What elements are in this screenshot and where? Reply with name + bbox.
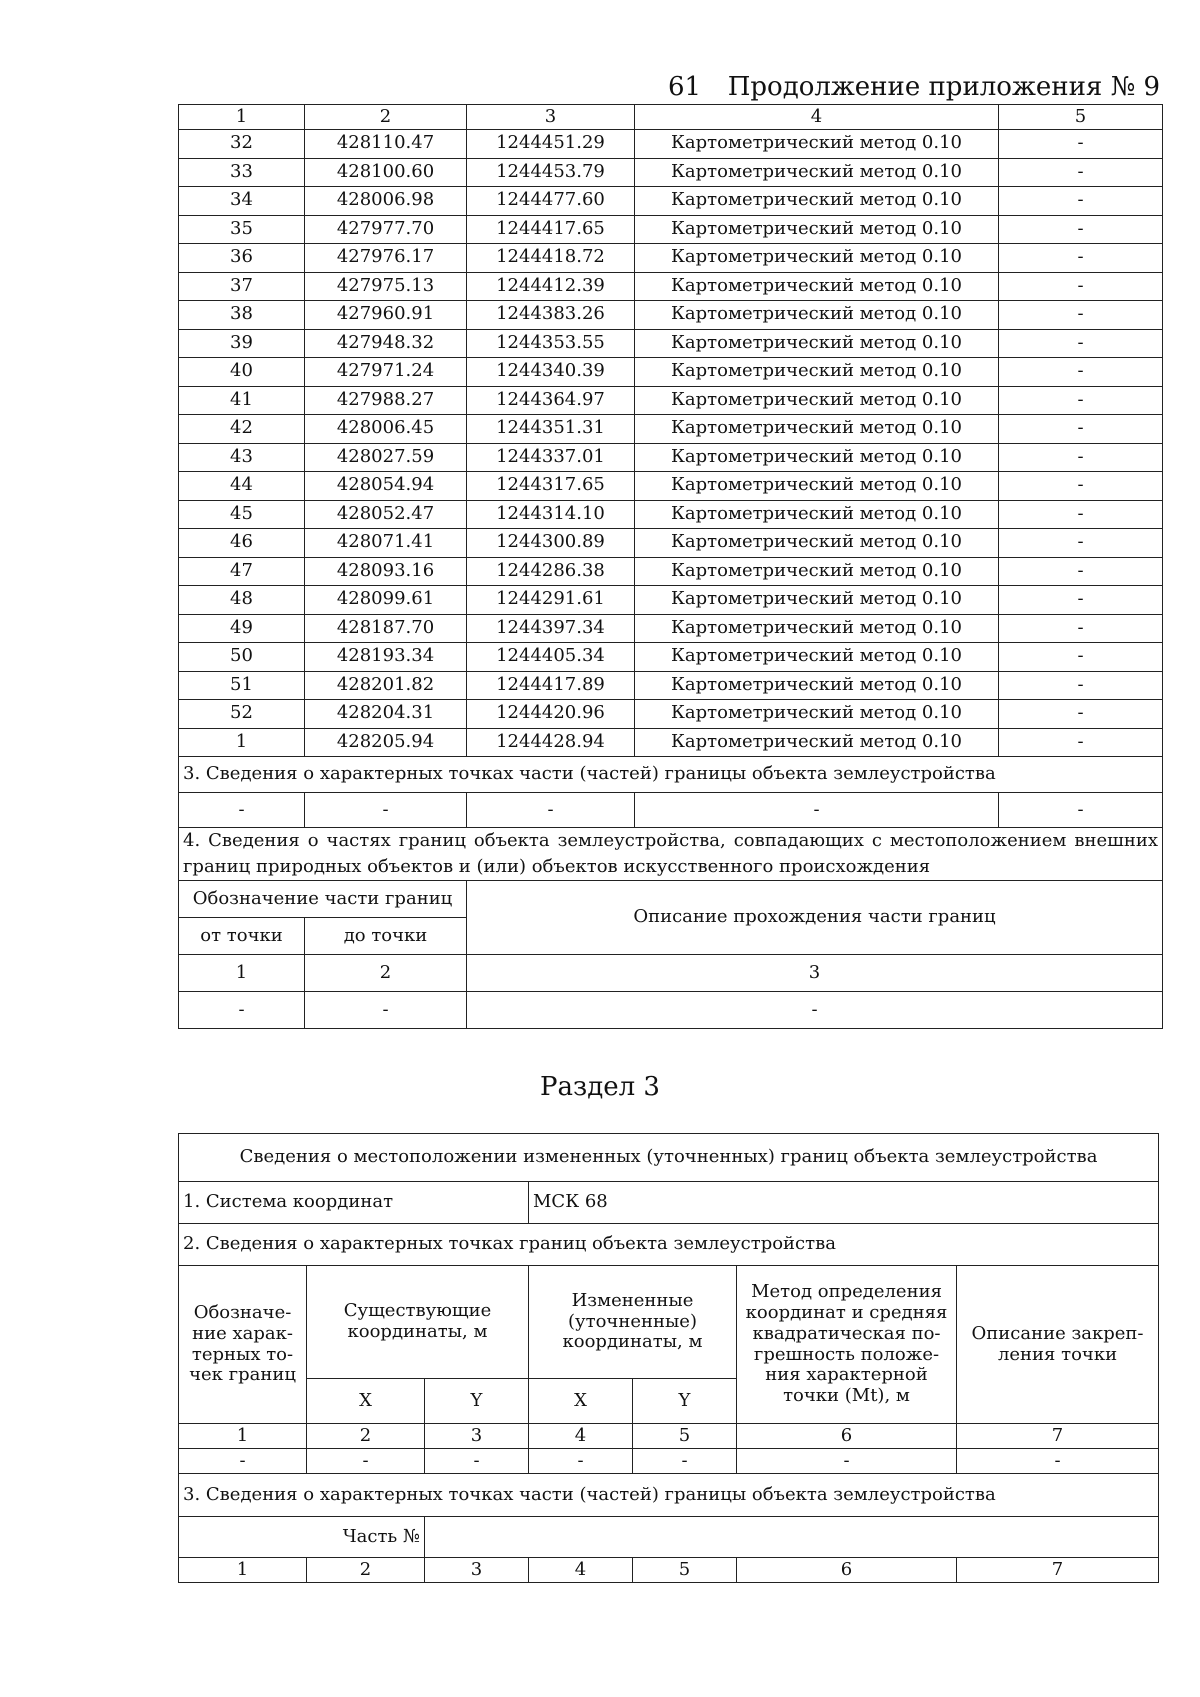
- x-coordinate: 428093.16: [305, 557, 467, 586]
- fixing-description: -: [999, 215, 1163, 244]
- boundary-points-table: [178, 104, 1163, 1029]
- table-row: [179, 415, 1163, 444]
- cell: -: [179, 793, 305, 828]
- x-coordinate: 427975.13: [305, 272, 467, 301]
- y-coordinate: 1244286.38: [467, 557, 635, 586]
- method: Картометрический метод 0.10: [635, 158, 999, 187]
- cell: -: [529, 1449, 633, 1474]
- y-coordinate: 1244417.89: [467, 671, 635, 700]
- fixing-description: -: [999, 415, 1163, 444]
- part-number-row: [179, 1558, 1159, 1583]
- y-coordinate: 1244418.72: [467, 244, 635, 273]
- col-number: 2: [307, 1558, 425, 1583]
- x-coordinate: 428187.70: [305, 614, 467, 643]
- method: Картометрический метод 0.10: [635, 187, 999, 216]
- col-number: 7: [957, 1424, 1159, 1449]
- method: Картометрический метод 0.10: [635, 614, 999, 643]
- table-row: [179, 386, 1163, 415]
- method: Картометрический метод 0.10: [635, 443, 999, 472]
- section-4-title-row: [179, 828, 1163, 881]
- col-number: 5: [999, 105, 1163, 130]
- y-coordinate: 1244428.94: [467, 728, 635, 757]
- table-row: [179, 700, 1163, 729]
- col-number: 3: [467, 105, 635, 130]
- cell: -: [999, 793, 1163, 828]
- method: Картометрический метод 0.10: [635, 500, 999, 529]
- table-row: [179, 643, 1163, 672]
- column-number-row: [179, 1424, 1159, 1449]
- method: Картометрический метод 0.10: [635, 557, 999, 586]
- fixing-description: -: [999, 529, 1163, 558]
- x-coordinate: 427977.70: [305, 215, 467, 244]
- points-title: 2. Сведения о характерных точках границ объекта землеустройства: [179, 1224, 1159, 1266]
- x-coordinate: 427960.91: [305, 301, 467, 330]
- table-row: [179, 443, 1163, 472]
- section-heading: Раздел 3: [540, 1072, 660, 1102]
- section-4-number-row: [179, 955, 1163, 992]
- cell: -: [305, 992, 467, 1029]
- x-coordinate: 428100.60: [305, 158, 467, 187]
- column-header-row: [179, 1266, 1159, 1379]
- fixing-description: -: [999, 472, 1163, 501]
- y-coordinate: 1244453.79: [467, 158, 635, 187]
- method: Картометрический метод 0.10: [635, 586, 999, 615]
- method: Картометрический метод 0.10: [635, 272, 999, 301]
- x-header: X: [529, 1379, 633, 1424]
- cell: -: [633, 1449, 737, 1474]
- point-number: 45: [179, 500, 305, 529]
- col-number: 2: [307, 1424, 425, 1449]
- method: Картометрический метод 0.10: [635, 671, 999, 700]
- fixing-description: -: [999, 130, 1163, 159]
- cell: -: [467, 793, 635, 828]
- cell: -: [179, 1449, 307, 1474]
- table-row: [179, 301, 1163, 330]
- col-number: 3: [425, 1424, 529, 1449]
- table-row: [179, 244, 1163, 273]
- y-header: Y: [425, 1379, 529, 1424]
- section-3-values-row: [179, 793, 1163, 828]
- cell: -: [635, 793, 999, 828]
- x-coordinate: 428204.31: [305, 700, 467, 729]
- point-number: 44: [179, 472, 305, 501]
- y-coordinate: 1244337.01: [467, 443, 635, 472]
- y-coordinate: 1244477.60: [467, 187, 635, 216]
- part-value: [425, 1517, 1159, 1558]
- col-number: 2: [305, 105, 467, 130]
- section-3-title: 3. Сведения о характерных точках части (частей) границы объекта землеустройства: [179, 757, 1163, 793]
- table-row: [179, 272, 1163, 301]
- y-coordinate: 1244412.39: [467, 272, 635, 301]
- fixing-description: -: [999, 272, 1163, 301]
- table-row: [179, 358, 1163, 387]
- table-row: [179, 158, 1163, 187]
- table-title-row: [179, 1134, 1159, 1182]
- method: Картометрический метод 0.10: [635, 415, 999, 444]
- fixing-description: -: [999, 158, 1163, 187]
- col-number: 3: [467, 955, 1163, 992]
- x-coordinate: 427948.32: [305, 329, 467, 358]
- table-row: [179, 671, 1163, 700]
- points-title-row: [179, 1224, 1159, 1266]
- method: Картометрический метод 0.10: [635, 244, 999, 273]
- x-coordinate: 427971.24: [305, 358, 467, 387]
- point-number: 52: [179, 700, 305, 729]
- method: Картометрический метод 0.10: [635, 472, 999, 501]
- boundary-part-description-header: Описание прохождения части границ: [467, 881, 1163, 955]
- fixing-description-header: Описание закреп-ления точки: [957, 1266, 1159, 1424]
- x-header: X: [307, 1379, 425, 1424]
- part-title: 3. Сведения о характерных точках части (частей) границы объекта землеустройства: [179, 1474, 1159, 1517]
- fixing-description: -: [999, 728, 1163, 757]
- point-number: 39: [179, 329, 305, 358]
- from-point-header: от точки: [179, 918, 305, 955]
- cell: -: [467, 992, 1163, 1029]
- col-number: 4: [529, 1424, 633, 1449]
- part-label-row: [179, 1517, 1159, 1558]
- x-coordinate: 428099.61: [305, 586, 467, 615]
- x-coordinate: 428054.94: [305, 472, 467, 501]
- point-number: 32: [179, 130, 305, 159]
- col-number: 1: [179, 105, 305, 130]
- fixing-description: -: [999, 187, 1163, 216]
- x-coordinate: 427976.17: [305, 244, 467, 273]
- table-row: [179, 500, 1163, 529]
- y-coordinate: 1244353.55: [467, 329, 635, 358]
- values-row: [179, 1449, 1159, 1474]
- point-number: 35: [179, 215, 305, 244]
- cell: -: [425, 1449, 529, 1474]
- table-row: [179, 329, 1163, 358]
- fixing-description: -: [999, 671, 1163, 700]
- fixing-description: -: [999, 614, 1163, 643]
- point-number: 41: [179, 386, 305, 415]
- designation-header: Обозначе-ние харак-терных то-чек границ: [179, 1266, 307, 1424]
- table-row: [179, 472, 1163, 501]
- method-header: Метод определения координат и средняя квадратическая по-грешность положе-ния характерной точки (Mt), м: [737, 1266, 957, 1424]
- table-row: [179, 728, 1163, 757]
- table-row: [179, 215, 1163, 244]
- section-3-title-row: [179, 757, 1163, 793]
- table-row: [179, 614, 1163, 643]
- point-number: 51: [179, 671, 305, 700]
- col-number: 1: [179, 1424, 307, 1449]
- col-number: 6: [737, 1424, 957, 1449]
- table-title: Сведения о местоположении измененных (уточненных) границ объекта землеустройства: [179, 1134, 1159, 1182]
- x-coordinate: 428052.47: [305, 500, 467, 529]
- part-title-row: [179, 1474, 1159, 1517]
- y-coordinate: 1244405.34: [467, 643, 635, 672]
- method: Картометрический метод 0.10: [635, 386, 999, 415]
- section-4-values-row: [179, 992, 1163, 1029]
- col-number: 1: [179, 1558, 307, 1583]
- cell: -: [179, 992, 305, 1029]
- x-coordinate: 428006.45: [305, 415, 467, 444]
- method: Картометрический метод 0.10: [635, 130, 999, 159]
- y-coordinate: 1244340.39: [467, 358, 635, 387]
- y-coordinate: 1244351.31: [467, 415, 635, 444]
- fixing-description: -: [999, 329, 1163, 358]
- fixing-description: -: [999, 358, 1163, 387]
- existing-coords-header: Существующие координаты, м: [307, 1266, 529, 1379]
- table-row: [179, 586, 1163, 615]
- point-number: 36: [179, 244, 305, 273]
- cell: -: [957, 1449, 1159, 1474]
- y-coordinate: 1244300.89: [467, 529, 635, 558]
- fixing-description: -: [999, 700, 1163, 729]
- col-number: 3: [425, 1558, 529, 1583]
- method: Картометрический метод 0.10: [635, 643, 999, 672]
- y-coordinate: 1244291.61: [467, 586, 635, 615]
- coord-system-row: [179, 1182, 1159, 1224]
- table-row: [179, 529, 1163, 558]
- x-coordinate: 428110.47: [305, 130, 467, 159]
- coord-system-label: 1. Система координат: [179, 1182, 529, 1224]
- cell: -: [307, 1449, 425, 1474]
- col-number: 6: [737, 1558, 957, 1583]
- x-coordinate: 428193.34: [305, 643, 467, 672]
- section-4-title: 4. Сведения о частях границ объекта землеустройства, совпадающих с местоположением внешних границ природных объектов и (или) объектов искусственного происхождения: [179, 828, 1163, 881]
- y-header: Y: [633, 1379, 737, 1424]
- col-number: 5: [633, 1424, 737, 1449]
- col-number: 4: [635, 105, 999, 130]
- table-row: [179, 557, 1163, 586]
- col-number: 7: [957, 1558, 1159, 1583]
- y-coordinate: 1244364.97: [467, 386, 635, 415]
- point-number: 33: [179, 158, 305, 187]
- changed-boundaries-table: [178, 1133, 1159, 1583]
- coord-system-value: МСК 68: [529, 1182, 1159, 1224]
- point-number: 37: [179, 272, 305, 301]
- fixing-description: -: [999, 557, 1163, 586]
- y-coordinate: 1244397.34: [467, 614, 635, 643]
- cell: -: [737, 1449, 957, 1474]
- table-row: [179, 187, 1163, 216]
- col-number: 2: [305, 955, 467, 992]
- point-number: 49: [179, 614, 305, 643]
- col-number: 5: [633, 1558, 737, 1583]
- point-number: 50: [179, 643, 305, 672]
- fixing-description: -: [999, 244, 1163, 273]
- fixing-description: -: [999, 443, 1163, 472]
- part-label: Часть №: [179, 1517, 425, 1558]
- method: Картометрический метод 0.10: [635, 301, 999, 330]
- boundary-part-designation-header: Обозначение части границ: [179, 881, 467, 918]
- method: Картометрический метод 0.10: [635, 728, 999, 757]
- method: Картометрический метод 0.10: [635, 358, 999, 387]
- x-coordinate: 428027.59: [305, 443, 467, 472]
- point-number: 38: [179, 301, 305, 330]
- point-number: 48: [179, 586, 305, 615]
- point-number: 40: [179, 358, 305, 387]
- y-coordinate: 1244317.65: [467, 472, 635, 501]
- fixing-description: -: [999, 301, 1163, 330]
- page-header: [0, 72, 1200, 108]
- x-coordinate: 428006.98: [305, 187, 467, 216]
- appendix-title: Продолжение приложения № 9: [727, 72, 1160, 102]
- x-coordinate: 428071.41: [305, 529, 467, 558]
- y-coordinate: 1244417.65: [467, 215, 635, 244]
- x-coordinate: 428205.94: [305, 728, 467, 757]
- point-number: 34: [179, 187, 305, 216]
- fixing-description: -: [999, 643, 1163, 672]
- col-number: 1: [179, 955, 305, 992]
- point-number: 1: [179, 728, 305, 757]
- point-number: 46: [179, 529, 305, 558]
- y-coordinate: 1244314.10: [467, 500, 635, 529]
- table-row: [179, 130, 1163, 159]
- y-coordinate: 1244451.29: [467, 130, 635, 159]
- method: Картометрический метод 0.10: [635, 700, 999, 729]
- col-number: 4: [529, 1558, 633, 1583]
- fixing-description: -: [999, 586, 1163, 615]
- fixing-description: -: [999, 386, 1163, 415]
- x-coordinate: 427988.27: [305, 386, 467, 415]
- y-coordinate: 1244420.96: [467, 700, 635, 729]
- changed-coords-header: Измененные (уточненные) координаты, м: [529, 1266, 737, 1379]
- point-number: 43: [179, 443, 305, 472]
- column-number-row: [179, 105, 1163, 130]
- cell: -: [305, 793, 467, 828]
- fixing-description: -: [999, 500, 1163, 529]
- section-4-header-row: [179, 881, 1163, 918]
- page-number: 61: [668, 72, 702, 102]
- y-coordinate: 1244383.26: [467, 301, 635, 330]
- method: Картометрический метод 0.10: [635, 529, 999, 558]
- point-number: 47: [179, 557, 305, 586]
- x-coordinate: 428201.82: [305, 671, 467, 700]
- point-number: 42: [179, 415, 305, 444]
- to-point-header: до точки: [305, 918, 467, 955]
- method: Картометрический метод 0.10: [635, 329, 999, 358]
- method: Картометрический метод 0.10: [635, 215, 999, 244]
